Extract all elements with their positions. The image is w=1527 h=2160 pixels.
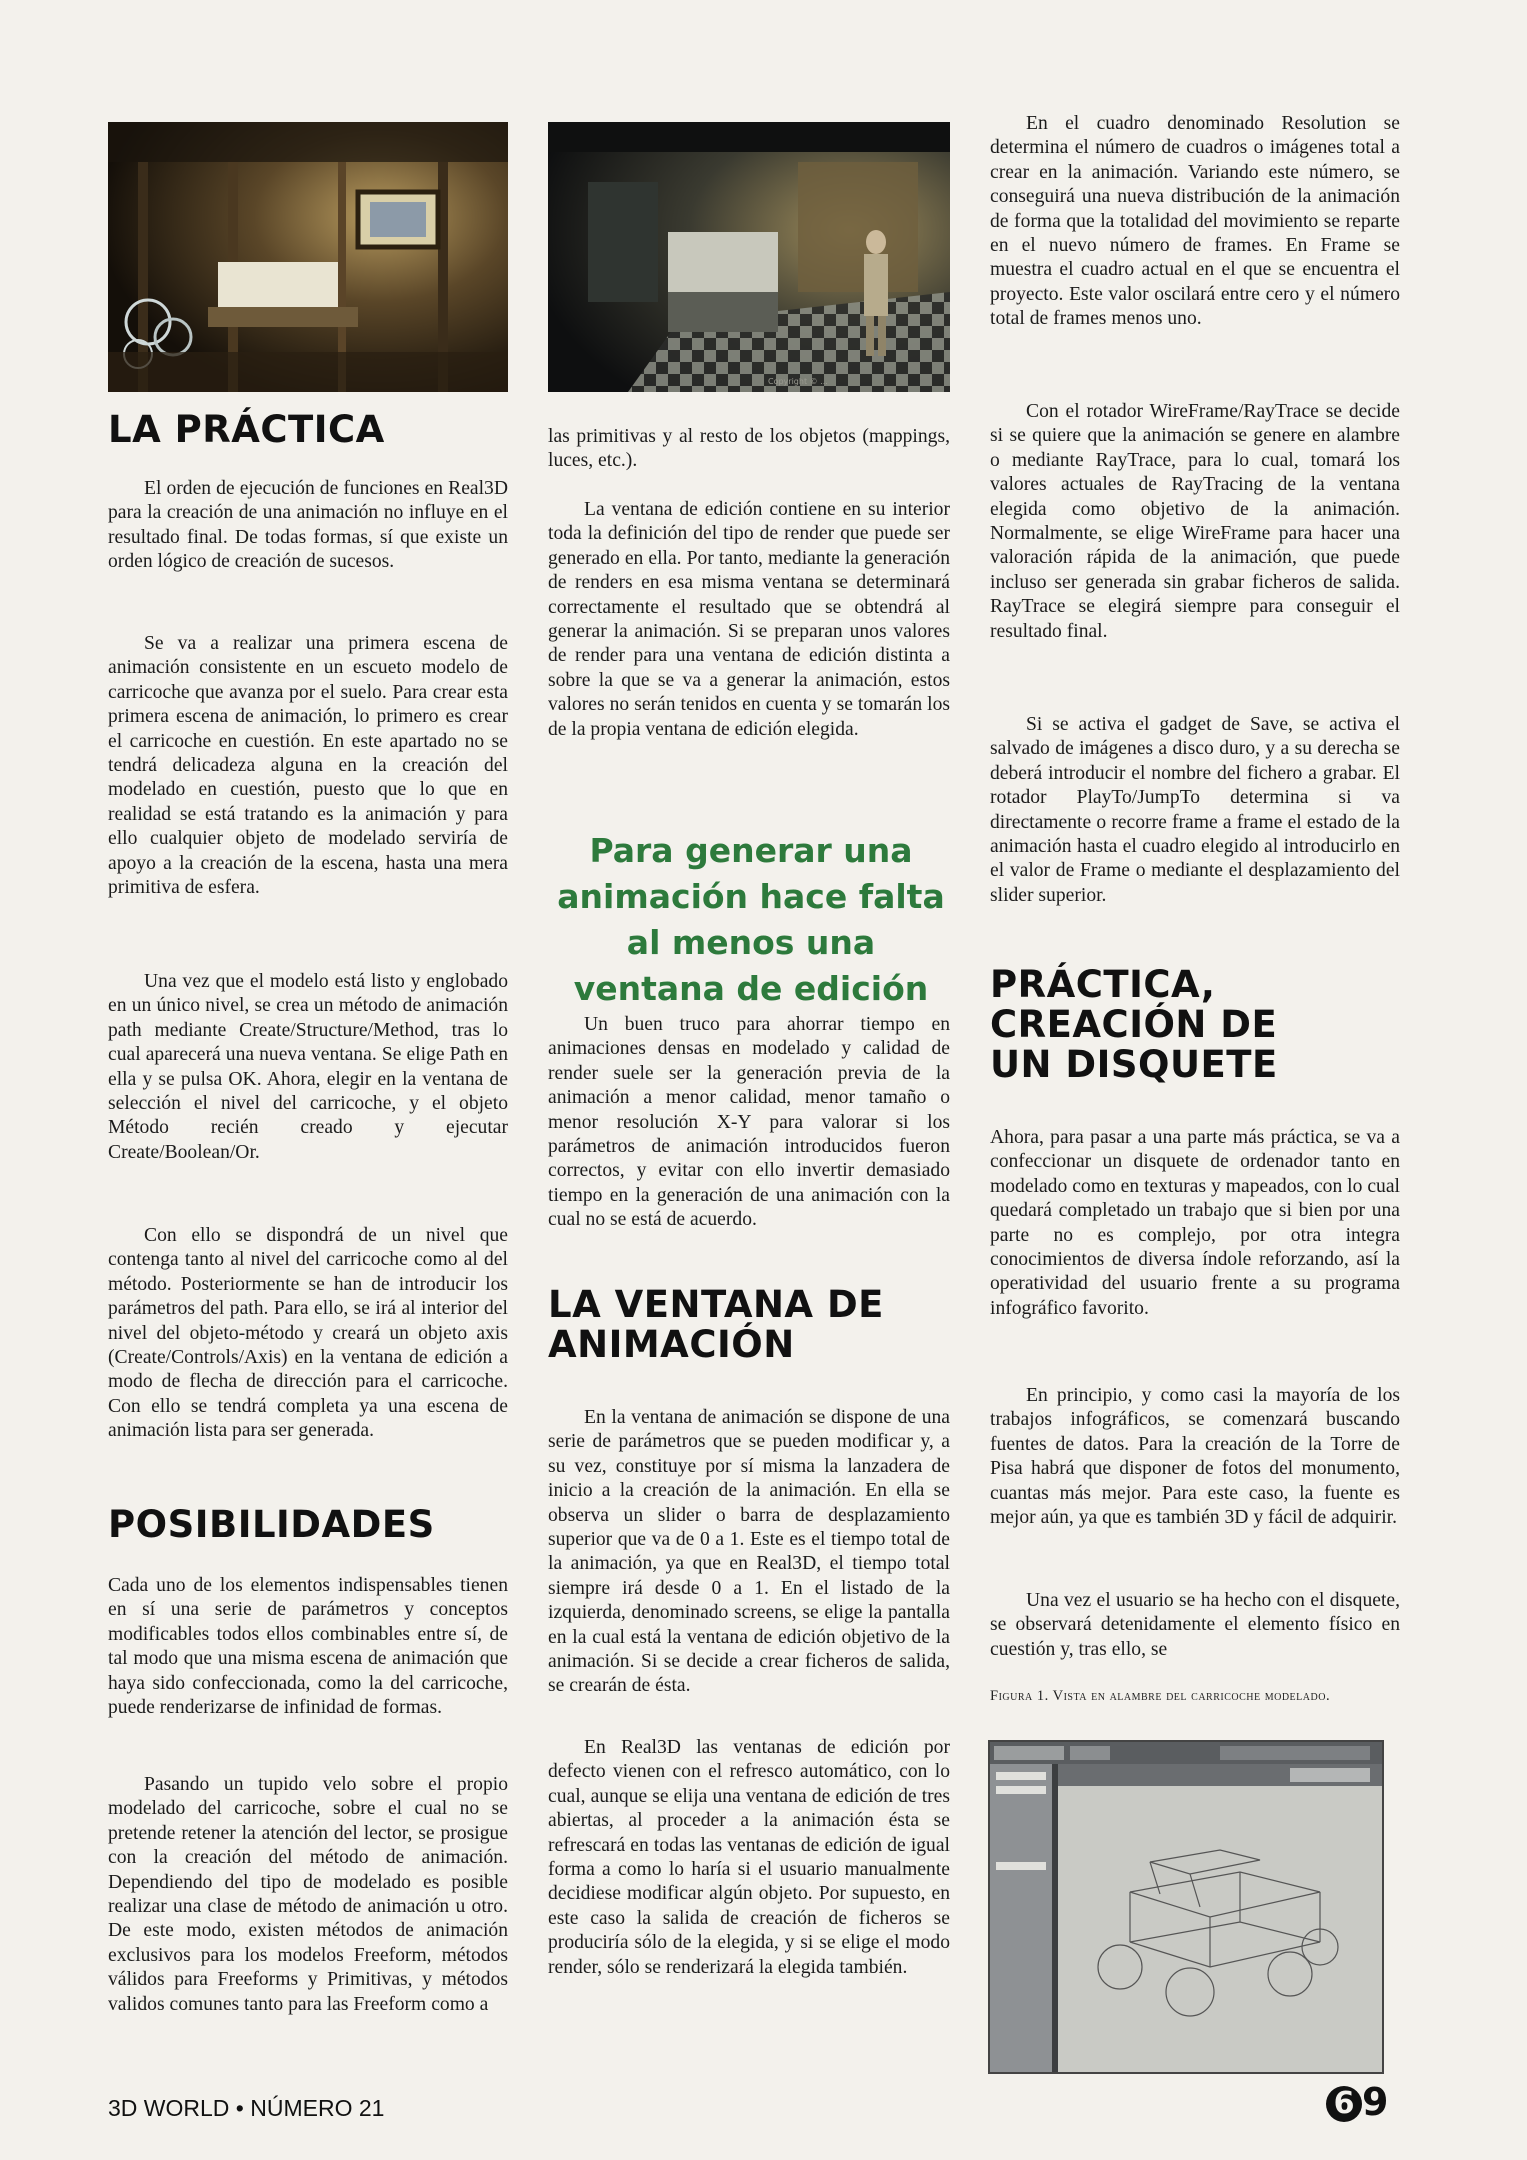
page-number-nine: 9 — [1362, 2080, 1389, 2124]
col3-paragraph-6: Una vez el usuario se ha hecho con el disquete, se observará detenidamente el elemento físico en cuestión y, tras ello, se — [990, 1590, 1400, 1660]
col2-paragraph-4: En la ventana de animación se dispone de una serie de parámetros que se pueden modificar y, a su vez, constituye por sí misma la lanzadera de inicio a la creación de la animación. En ella se observa un slider o barra de desplazamiento superior que va de 0 a 1. Este es el tiempo total de la animación, ya que en Real3D, el tiempo total siempre irá desde 0 a 1. En el listado de la izquierda, denominado screens, se elige la pantalla en la cual está la ventana de edición objetivo de la animación. Si se decide a crear ficheros de salida, se crearán de ésta. — [548, 1407, 950, 1697]
col1-paragraph-3: Una vez que el modelo está listo y englobado en un único nivel, se crea un método de animación path mediante Create/Structure/Method, tras lo cual aparecerá una nueva ventana. Se elige Path en ella y se pulsa OK. Ahora, elegir en la ventana de selección el nivel del carricoche, y el objeto Método recién creado y ejecutar Create/Boolean/Or. — [108, 971, 508, 1163]
col2-paragraph-5: En Real3D las ventanas de edición por defecto vienen con el refresco automático, con lo cual, aunque se elija una ventana de edición de tres abiertas, al proceder a la animación ésta se refrescará en todas las ventanas de edición de igual forma a como lo haría si el usuario manualmente decidiese modificar algún objeto. Por supuesto, en este caso la salida de creación de ficheros se produciría sólo de la elegida, y si se elige el modo render, sólo se renderizará la elegida también. — [548, 1737, 950, 1978]
col1-paragraph-2: Se va a realizar una primera escena de animación consistente en un escueto modelo de carricoche que avanza por el suelo. Para crear esta primera escena de animación, lo primero es crear el carricoche en cuestión. En este apartado no se tendrá delicadeza alguna en la creación del modelado en cuestión, puesto que lo que en realidad se está tratando es la animación y para ello cualquier objeto de modelado serviría de apoyo a la creación de la escena, hasta una mera primitiva de esfera. — [108, 633, 508, 899]
heading-posibilidades: POSIBILIDADES — [108, 1503, 435, 1546]
photo2-credit: Copyright © ... — [768, 377, 828, 386]
heading-practica-creacion-de-un-disquete: PRÁCTICA, CREACIÓN DE UN DISQUETE — [990, 963, 1278, 1086]
col1-paragraph-6: Pasando un tupido velo sobre el propio modelado del carricoche, sobre el cual no se pretende retener la atención del lector, se prosigue con la creación del método de animación. Dependiendo del tipo de modelado es posible realizar una clase de método de animación u otro. De este modo, existen métodos de animación exclusivos para los modelos Freeform, métodos válidos para Freeforms y Primitivas, y métodos validos comunes tanto para las Freeform como a — [108, 1774, 508, 2015]
bedroom-render-illustration — [108, 122, 508, 392]
col2-paragraph-1: las primitivas y al resto de los objetos (mappings, luces, etc.). — [548, 426, 950, 472]
heading-la-ventana-de-animacion: LA VENTANA DE ANIMACIÓN — [548, 1283, 884, 1366]
page-number — [1326, 2080, 1388, 2124]
photo-bedroom-render — [108, 122, 508, 392]
wireframe-car-illustration — [990, 1742, 1382, 2072]
col3-paragraph-3: Si se activa el gadget de Save, se activa el salvado de imágenes a disco duro, y a su derecha se deberá introducir el nombre del fichero a grabar. El rotador PlayTo/JumpTo determina si va directamente o recorre frame a frame el estado de la animación hasta el cuadro elegido al introducirlo en el valor de Frame o mediante el desplazamiento del slider superior. — [990, 714, 1400, 906]
col2-paragraph-2: La ventana de edición contiene en su interior toda la definición del tipo de render que puede ser generado en ella. Por tanto, mediante la generación de renders en esa misma ventana se determinará correctamente el resultado que se obtendrá al generar la animación. Si se preparan unos valores de render para una ventana de edición distinta a sobre la que se va a generar la animación, estos valores no serán tenidos en cuenta y se tomarán los de la propia ventana de edición elegida. — [548, 499, 950, 740]
col1-paragraph-1: El orden de ejecución de funciones en Real3D para la creación de una animación no influye en el resultado final. De todas formas, sí que existe un orden lógico de creación de sucesos. — [108, 478, 508, 573]
photo-room-render — [548, 122, 950, 392]
heading-la-practica: LA PRÁCTICA — [108, 408, 385, 451]
col1-paragraph-4: Con ello se dispondrá de un nivel que contenga tanto al nivel del carricoche como al del método. Posteriormente se han de introducir los parámetros del path. Para ello, se irá al interior del nivel del objeto-método y creará un objeto axis (Create/Controls/Axis) en la ventana de edición a modo de flecha de dirección para el carricoche. Con ello se tendrá completa ya una escena de animación lista para ser generada. — [108, 1225, 508, 1442]
col3-paragraph-2: Con el rotador WireFrame/RayTrace se decide si se quiere que la animación se genere en alambre o mediante RayTrace, para lo cual, tomará los valores actuales de RayTracing de la ventana elegida como objetivo de la animación. Normalmente, se elige WireFrame para hacer una valoración rápida de la animación, que puede incluso ser generada sin grabar ficheros de salida. RayTrace se elegirá siempre para conseguir el resultado final. — [990, 401, 1400, 642]
figure-1-caption: Figura 1. Vista en alambre del carricoche modelado. — [990, 1688, 1331, 1704]
col3-paragraph-4: Ahora, para pasar a una parte más práctica, se va a confeccionar un disquete de ordenador tanto en modelado como en texturas y mapeados, con lo cual quedará completado un trabajo que si bien por una parte no es complejo, por otra integra conocimientos de diversa índole reforzando, así la operatividad del usuario frente a su programa infográfico favorito. — [990, 1127, 1400, 1319]
figure-1-screenshot — [988, 1740, 1384, 2074]
pull-quote: Para generar una animación hace falta al menos una ventana de edición — [557, 831, 945, 1008]
page-number-six: 6 — [1326, 2086, 1362, 2122]
col2-paragraph-3: Un buen truco para ahorrar tiempo en animaciones densas en modelado y calidad de render suele ser la generación previa de la animación a menor calidad, menor tamaño o menor resolución X-Y para valorar si los parámetros de animación introducidos fueron correctos, y evitar con ello invertir demasiado tiempo en la generación de una animación con la cual no se está de acuerdo. — [548, 1014, 950, 1231]
room-render-illustration — [548, 122, 950, 392]
col3-paragraph-5: En principio, y como casi la mayoría de los trabajos infográficos, se comenzará buscando fuentes de datos. Para la creación de la Torre de Pisa habrá que disponer de fotos del monumento, cuantas más mejor. Para este caso, la fuente es mejor aún, ya que es también 3D y fácil de adquirir. — [990, 1385, 1400, 1529]
col1-paragraph-5: Cada uno de los elementos indispensables tienen en sí una serie de parámetros y conceptos modificables todos ellos combinables entre sí, de tal modo que una misma escena de animación que haya sido confeccionada, como la del carricoche, puede renderizarse de infinidad de formas. — [108, 1575, 508, 1719]
footer-magazine-issue: 3D WORLD • NÚMERO 21 — [108, 2095, 385, 2121]
col3-paragraph-1: En el cuadro denominado Resolution se determina el número de cuadros o imágenes total a crear en la animación. Variando este número, se conseguirá una nueva distribución de la animación de forma que la totalidad del movimiento se reparte en el nuevo número de frames. En Frame se muestra el cuadro actual en el que se encuentra el proyecto. Este valor oscilará entre cero y el número total de frames menos uno. — [990, 113, 1400, 330]
